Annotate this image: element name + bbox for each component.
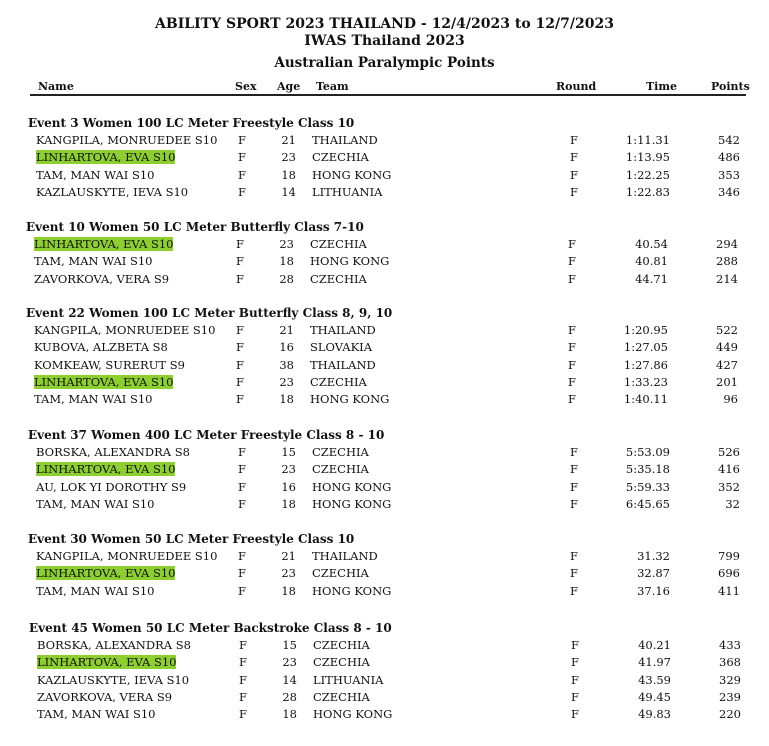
result-points: 32 [725,496,740,511]
athlete-team: CZECHIA [312,566,369,581]
athlete-age: 23 [279,374,294,389]
athlete-age: 21 [281,549,296,563]
result-points: 522 [716,323,738,337]
athlete-sex: F [236,340,244,355]
result-row [26,392,766,408]
athlete-team: CZECHIA [313,689,370,704]
athlete-name: KOMKEAW, SURERUT S9 [34,357,185,372]
result-round: F [570,496,578,511]
event-title: Event 45 Women 50 LC Meter Backstroke Class 8 - 10 [29,621,392,635]
athlete-age: 23 [281,462,296,477]
athlete-sex: F [236,323,244,337]
athlete-age: 18 [279,392,294,407]
athlete-name: ZAVORKOVA, VERA S9 [37,689,173,704]
result-time: 5:35.18 [625,462,670,477]
athlete-age: 14 [282,672,297,687]
result-points: 294 [716,237,738,251]
result-time: 32.87 [637,566,670,581]
result-time: 5:59.33 [625,479,670,494]
result-round: F [570,479,578,494]
result-row [28,445,768,461]
athlete-team: THAILAND [312,549,378,563]
result-time: 40.21 [638,638,671,652]
athlete-team: CZECHIA [312,445,369,459]
result-row [26,375,766,391]
athlete-name: TAM, MAN WAI S10 [34,392,153,407]
athlete-sex: F [239,655,247,670]
athlete-team: CZECHIA [310,237,367,251]
athlete-sex: F [236,254,244,269]
athlete-name: KUBOVA, ALZBETA S8 [34,340,168,355]
athlete-team: HONG KONG [313,707,393,722]
result-points: 696 [718,566,740,581]
athlete-age: 21 [281,133,296,147]
event-title: Event 22 Women 100 LC Meter Butterfly Class 8, 9, 10 [26,306,393,320]
result-round: F [570,462,578,477]
result-round: F [570,167,578,182]
athlete-name: TAM, MAN WAI S10 [36,496,155,511]
col-header-time: Time [646,80,678,93]
athlete-age: 23 [282,655,297,670]
col-header-points: Points [711,80,750,93]
athlete-sex: F [238,167,246,182]
athlete-team: CZECHIA [313,638,370,652]
athlete-name: TAM, MAN WAI S10 [36,167,155,182]
result-time: 49.45 [638,689,671,704]
athlete-sex: F [238,549,246,563]
result-round: F [568,374,576,389]
athlete-age: 28 [282,689,297,704]
result-points: 352 [718,479,740,494]
result-round: F [570,133,578,147]
result-points: 799 [718,549,740,563]
result-round: F [571,638,579,652]
athlete-sex: F [239,672,247,687]
result-row [29,638,769,654]
result-round: F [568,357,576,372]
result-round: F [568,340,576,355]
athlete-team: HONG KONG [312,496,392,511]
result-time: 5:53.09 [625,445,670,459]
event-title: Event 37 Women 400 LC Meter Freestyle Class 8 - 10 [28,428,385,442]
result-row [28,133,768,149]
athlete-sex: F [239,638,247,652]
result-time: 1:27.86 [623,357,668,372]
event-title: Event 3 Women 100 LC Meter Freestyle Class 10 [28,116,355,130]
athlete-team: LITHUANIA [312,184,383,199]
result-points: 96 [723,392,738,407]
result-row [26,340,766,356]
result-row [29,673,769,689]
result-points: 368 [719,655,741,670]
athlete-team: LITHUANIA [313,672,384,687]
event-title: Event 30 Women 50 LC Meter Freestyle Class 10 [28,532,355,546]
result-row [29,655,769,671]
result-round: F [570,583,578,598]
athlete-age: 15 [282,638,297,652]
result-row [26,323,766,339]
athlete-age: 23 [281,150,296,165]
result-time: 6:45.65 [625,496,670,511]
result-time: 41.97 [638,655,671,670]
athlete-sex: F [238,445,246,459]
athlete-sex: F [238,566,246,581]
result-points: 346 [718,184,740,199]
athlete-age: 16 [279,340,294,355]
athlete-name: BORSKA, ALEXANDRA S8 [36,445,190,459]
result-points: 201 [716,374,738,389]
result-points: 542 [718,133,740,147]
athlete-name: LINHARTOVA, EVA S10 [37,655,177,670]
athlete-sex: F [236,392,244,407]
athlete-age: 28 [279,271,294,286]
athlete-sex: F [238,583,246,598]
result-time: 1:40.11 [623,392,668,407]
athlete-name: KANGPILA, MONRUEDEE S10 [34,323,216,337]
result-points: 353 [718,167,740,182]
result-points: 416 [718,462,740,477]
result-round: F [571,689,579,704]
athlete-name: LINHARTOVA, EVA S10 [36,462,176,477]
athlete-team: CZECHIA [312,150,369,165]
result-points: 486 [718,150,740,165]
result-time: 37.16 [637,583,670,598]
result-points: 449 [716,340,738,355]
col-header-age: Age [277,80,301,93]
col-header-team: Team [316,80,349,93]
athlete-name: TAM, MAN WAI S10 [37,707,156,722]
result-points: 526 [718,445,740,459]
athlete-age: 21 [279,323,294,337]
result-round: F [571,672,579,687]
result-row [28,566,768,582]
result-round: F [568,323,576,337]
athlete-age: 23 [281,566,296,581]
athlete-sex: F [236,357,244,372]
athlete-name: LINHARTOVA, EVA S10 [36,566,176,581]
result-row [28,462,768,478]
athlete-age: 18 [281,583,296,598]
athlete-sex: F [236,271,244,286]
athlete-team: CZECHIA [310,374,367,389]
result-row [28,497,768,513]
athlete-sex: F [238,462,246,477]
result-row [28,150,768,166]
result-points: 288 [716,254,738,269]
result-round: F [568,271,576,286]
result-row [28,168,768,184]
athlete-sex: F [236,374,244,389]
result-time: 43.59 [638,672,671,687]
result-round: F [570,445,578,459]
event-title: Event 10 Women 50 LC Meter Butterfly Class 7-10 [26,220,364,234]
athlete-age: 18 [279,254,294,269]
athlete-age: 14 [281,184,296,199]
col-header-round: Round [556,80,597,93]
athlete-sex: F [236,237,244,251]
result-row [29,690,769,706]
athlete-name: BORSKA, ALEXANDRA S8 [37,638,191,652]
report-title: ABILITY SPORT 2023 THAILAND - 12/4/2023 to 12/7/2023 [155,16,614,32]
result-round: F [571,707,579,722]
athlete-team: CZECHIA [313,655,370,670]
result-time: 1:33.23 [623,374,668,389]
result-row [28,549,768,565]
athlete-team: HONG KONG [312,479,392,494]
result-row [26,237,766,253]
athlete-sex: F [238,496,246,511]
result-row [28,584,768,600]
athlete-sex: F [239,707,247,722]
result-time: 1:11.31 [625,133,670,147]
athlete-team: THAILAND [310,323,376,337]
result-time: 40.81 [635,254,668,269]
athlete-team: HONG KONG [312,167,392,182]
result-points: 239 [719,689,741,704]
athlete-name: KANGPILA, MONRUEDEE S10 [36,133,218,147]
athlete-team: HONG KONG [310,254,390,269]
result-points: 433 [719,638,741,652]
athlete-name: KANGPILA, MONRUEDEE S10 [36,549,218,563]
athlete-name: TAM, MAN WAI S10 [34,254,153,269]
result-round: F [570,150,578,165]
header-rule [30,94,746,96]
athlete-name: TAM, MAN WAI S10 [36,583,155,598]
athlete-name: LINHARTOVA, EVA S10 [34,237,174,251]
athlete-team: HONG KONG [312,583,392,598]
result-points: 411 [718,583,740,598]
athlete-sex: F [238,150,246,165]
athlete-age: 18 [281,167,296,182]
result-time: 1:13.95 [625,150,670,165]
athlete-name: KAZLAUSKYTE, IEVA S10 [37,672,190,687]
athlete-age: 15 [281,445,296,459]
athlete-sex: F [238,479,246,494]
athlete-age: 18 [281,496,296,511]
col-header-sex: Sex [235,80,257,93]
athlete-team: CZECHIA [312,462,369,477]
result-round: F [568,254,576,269]
result-time: 40.54 [635,237,668,251]
athlete-team: HONG KONG [310,392,390,407]
athlete-team: THAILAND [312,133,378,147]
result-time: 49.83 [638,707,671,722]
athlete-sex: F [239,689,247,704]
result-time: 1:22.83 [625,184,670,199]
athlete-name: ZAVORKOVA, VERA S9 [34,271,170,286]
athlete-name: AU, LOK YI DOROTHY S9 [36,479,187,494]
result-round: F [568,237,576,251]
result-round: F [568,392,576,407]
athlete-team: SLOVAKIA [310,340,373,355]
col-header-name: Name [38,80,74,93]
result-time: 1:22.25 [625,167,670,182]
result-time: 1:27.05 [623,340,668,355]
athlete-age: 38 [279,357,294,372]
result-row [26,358,766,374]
result-row [29,707,769,723]
athlete-age: 16 [281,479,296,494]
result-round: F [570,184,578,199]
athlete-sex: F [238,133,246,147]
result-time: 44.71 [635,271,668,286]
report-subtitle: Australian Paralympic Points [274,55,495,71]
result-round: F [571,655,579,670]
result-round: F [570,566,578,581]
athlete-age: 23 [279,237,294,251]
athlete-team: CZECHIA [310,271,367,286]
result-time: 1:20.95 [623,323,668,337]
result-points: 427 [716,357,738,372]
athlete-name: LINHARTOVA, EVA S10 [34,374,174,389]
result-row [28,185,768,201]
athlete-team: THAILAND [310,357,376,372]
athlete-name: LINHARTOVA, EVA S10 [36,150,176,165]
result-points: 214 [716,271,738,286]
meet-name: IWAS Thailand 2023 [304,33,465,49]
result-round: F [570,549,578,563]
result-row [26,254,766,270]
athlete-age: 18 [282,707,297,722]
result-row [26,272,766,288]
result-points: 220 [719,707,741,722]
athlete-name: KAZLAUSKYTE, IEVA S10 [36,184,189,199]
result-row [28,480,768,496]
result-time: 31.32 [637,549,670,563]
result-points: 329 [719,672,741,687]
athlete-sex: F [238,184,246,199]
